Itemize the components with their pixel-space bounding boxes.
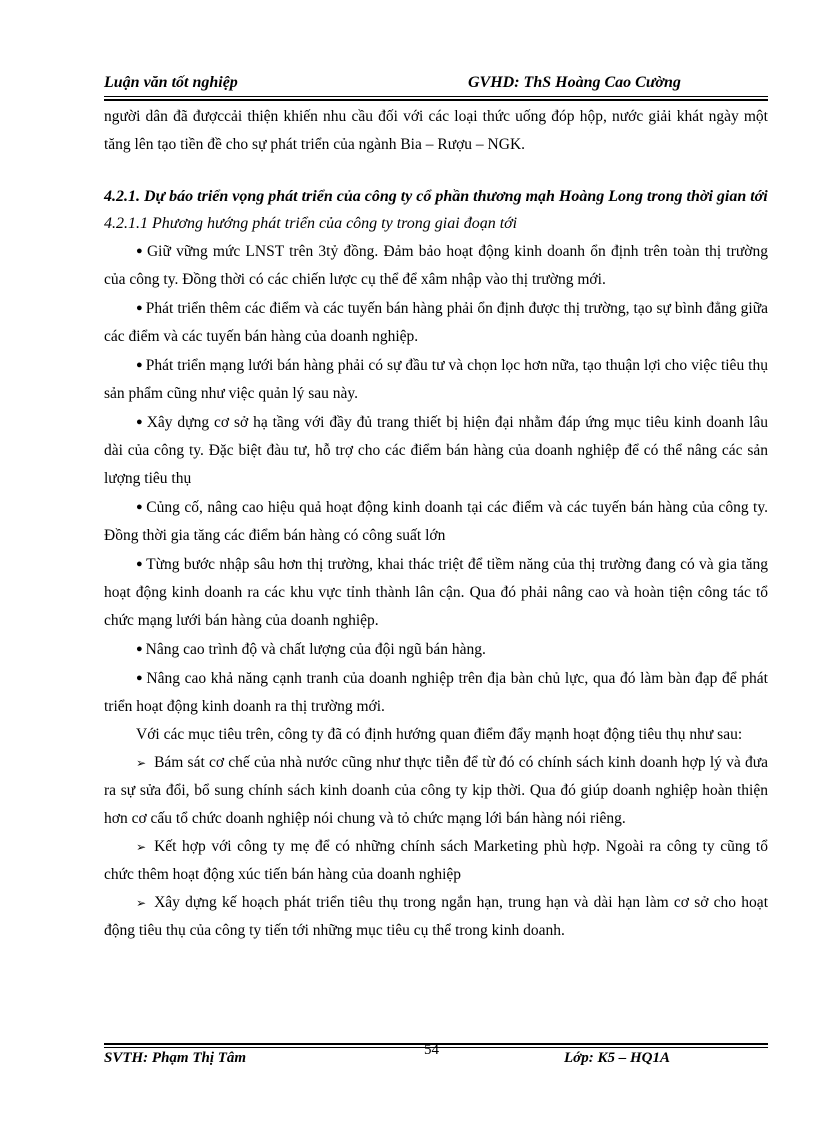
bullet-text: Củng cố, nâng cao hiệu quả hoạt động kinh doanh tại các điểm và các tuyến bán hàng của công ty. Đồng thời gia tăng các điểm bán hàng có công suất lớn <box>104 499 768 544</box>
bullet-paragraph <box>104 351 768 408</box>
header-thesis-label: Luận văn tốt nghiệp <box>104 74 238 91</box>
arrow-paragraph <box>104 889 768 945</box>
bullet-text: Nâng cao khả năng cạnh tranh của doanh nghiệp trên địa bàn chủ lực, qua đó làm bàn đạp để phát triển hoạt động kinh doanh ra thị trường mới. <box>104 670 768 715</box>
bullet-icon: ● <box>136 558 144 570</box>
lead-paragraph: Với các mục tiêu trên, công ty đã có định hướng quan điểm đẩy mạnh hoạt động tiêu thụ như sau: <box>136 726 743 743</box>
footer-student: SVTH: Phạm Thị Tâm <box>104 1050 247 1066</box>
page-header <box>104 74 768 96</box>
bullet-text: Giữ vững mức LNST trên 3tỷ đồng. Đảm bảo hoạt động kinh doanh ổn định trên toàn thị trường của công ty. Đồng thời có các chiến lược cụ thể để xâm nhập vào thị trường mới. <box>104 243 768 288</box>
bullet-text: Phát triển mạng lưới bán hàng phải có sự đầu tư và chọn lọc hơn nữa, tạo thuận lợi cho việc tiêu thụ sản phẩm cũng như việc quản lý sau này. <box>104 357 768 402</box>
bullet-paragraph <box>104 664 768 721</box>
arrow-text: Bám sát cơ chế của nhà nước cũng như thực tiễn để từ đó có chính sách kinh doanh hợp lý và đưa ra sự sửa đổi, bổ sung chính sách kinh doanh của công ty kịp thời. Qua đó giúp doanh nghiệp hoàn thiện hơn cơ cấu tổ chức doanh nghiệp nói chung và tỏ chức mạng lới bán hàng nói riêng. <box>104 754 768 827</box>
arrow-bullet-icon: ➢ <box>136 756 147 770</box>
bullet-paragraph <box>104 635 768 664</box>
bullet-icon: ● <box>136 416 144 428</box>
header-supervisor: GVHD: ThS Hoàng Cao Cường <box>468 74 681 91</box>
arrow-text: Xây dựng kế hoạch phát triển tiêu thụ trong ngắn hạn, trung hạn và dài hạn làm cơ sở cho hoạt động tiêu thụ của công ty tiến tới những mục tiêu cụ thể trong kinh doanh. <box>104 894 768 939</box>
arrow-text: Kết hợp với công ty mẹ để có những chính sách Marketing phù hợp. Ngoài ra công ty cũng tổ chức thêm hoạt động xúc tiến bán hàng của doanh nghiệp <box>104 838 768 883</box>
intro-paragraph: người dân đã đượccải thiện khiến nhu cầu đối với các loại thức uống đóp hộp, nước giải khát ngày một tăng lên tạo tiền đề cho sự phát triển của ngành Bia – Rượu – NGK. <box>104 108 768 153</box>
header-rule <box>104 96 768 101</box>
arrow-paragraph <box>104 833 768 889</box>
bullet-text: Nâng cao trình độ và chất lượng của đội ngũ bán hàng. <box>145 641 486 658</box>
bullet-icon: ● <box>136 359 143 371</box>
bullet-icon: ● <box>136 245 144 257</box>
arrow-bullet-icon: ➢ <box>136 896 147 910</box>
bullet-paragraph <box>104 294 768 351</box>
bullet-text: Xây dựng cơ sở hạ tầng với đầy đủ trang thiết bị hiện đại nhằm đáp ứng mục tiêu kinh doanh lâu dài của công ty. Đặc biệt đàu tư, hỗ trợ cho các điểm bán hàng của doanh nghiệp để có thể nâng các sản lượng tiêu thụ <box>104 414 768 487</box>
bullet-paragraph <box>104 237 768 294</box>
subsection-title: 4.2.1.1 Phương hướng phát triển của công ty trong giai đoạn tới <box>104 215 518 232</box>
bullet-icon: ● <box>136 302 143 314</box>
bullet-text: Phát triển thêm các điểm và các tuyến bán hàng phải ổn định được thị trường, tạo sự bình đẳng giữa các điểm và các tuyến bán hàng của doanh nghiệp. <box>104 300 768 345</box>
page-footer <box>104 1042 768 1072</box>
bullet-paragraph <box>104 408 768 493</box>
bullet-icon: ● <box>136 672 144 684</box>
page-body <box>104 103 768 945</box>
arrow-paragraph <box>104 749 768 833</box>
bullet-paragraph <box>104 493 768 550</box>
bullet-icon: ● <box>136 501 144 513</box>
section-title: 4.2.1. Dự báo triển vọng phát triển của công ty cổ phần thương mạh Hoàng Long trong thời gian tới <box>104 188 768 205</box>
footer-class: Lớp: K5 – HQ1A <box>564 1050 670 1066</box>
bullet-paragraph <box>104 550 768 635</box>
arrow-bullet-icon: ➢ <box>136 840 147 854</box>
page-number: 54 <box>424 1042 439 1058</box>
bullet-icon: ● <box>136 643 143 655</box>
bullet-text: Từng bước nhập sâu hơn thị trường, khai thác triệt để tiềm năng của thị trường đang có và gia tăng hoạt động kinh doanh ra các khu vực tỉnh thành lân cận. Qua đó phải nâng cao và hoàn tiện công tác tổ chức mạng lưới bán hàng của doanh nghiệp. <box>104 556 768 629</box>
